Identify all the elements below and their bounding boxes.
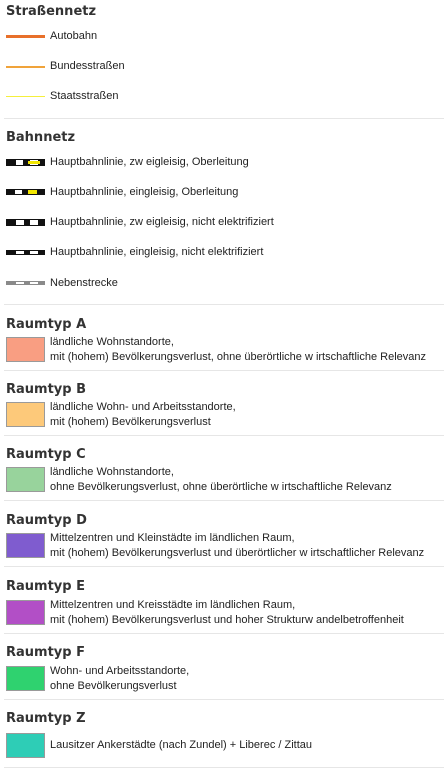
space-type-c-description — [50, 465, 392, 495]
section-divider — [4, 118, 444, 119]
motorway-label: Autobahn — [50, 30, 98, 42]
motorway-line-symbol — [6, 35, 45, 38]
space-type-b-description — [50, 400, 236, 430]
state-road-label: Staatsstraßen — [50, 90, 119, 102]
space-type-z-description — [50, 738, 312, 753]
space-type-e-swatch — [6, 600, 45, 625]
space-type-f-swatch — [6, 666, 45, 691]
space-type-a-description — [50, 335, 426, 365]
rail-network-heading: Bahnnetz — [6, 130, 76, 145]
space-type-f-line2: ohne Bevölkerungsverlust — [50, 680, 177, 692]
space-type-d-line1: Mittelzentren und Kleinstädte im ländlichen Raum, — [50, 532, 295, 544]
section-divider — [4, 566, 444, 567]
road-network-heading: Straßennetz — [6, 4, 97, 19]
section-divider — [4, 699, 444, 700]
rail-branch-line-symbol — [6, 281, 45, 285]
space-type-b-heading: Raumtyp B — [6, 382, 87, 397]
space-type-a-heading: Raumtyp A — [6, 317, 87, 332]
space-type-c-line1: ländliche Wohnstandorte, — [50, 466, 174, 478]
space-type-f-description — [50, 664, 189, 694]
section-divider — [4, 304, 444, 305]
space-type-z-line1: Lausitzer Ankerstädte (nach Zundel) + Liberec / Zittau — [50, 739, 313, 751]
space-type-e-line1: Mittelzentren und Kreisstädte im ländlichen Raum, — [50, 599, 296, 611]
rail-single-non-electrified-label: Hauptbahnlinie, eingleisig, nicht elektrifiziert — [50, 246, 264, 258]
rail-double-electrified-symbol — [6, 159, 45, 166]
section-divider — [4, 500, 444, 501]
space-type-c-heading: Raumtyp C — [6, 447, 86, 462]
section-divider — [4, 370, 444, 371]
federal-road-line-symbol — [6, 66, 45, 68]
space-type-d-description — [50, 531, 424, 561]
space-type-e-description — [50, 598, 404, 628]
rail-single-electrified-label: Hauptbahnlinie, eingleisig, Oberleitung — [50, 186, 239, 198]
space-type-z-swatch — [6, 733, 45, 758]
space-type-d-heading: Raumtyp D — [6, 513, 87, 528]
space-type-a-line2: mit (hohem) Bevölkerungsverlust, ohne überörtliche w irtschaftliche Relevanz — [50, 351, 427, 363]
section-divider — [4, 767, 444, 768]
space-type-d-line2: mit (hohem) Bevölkerungsverlust und überörtlicher w irtschaftlicher Relevanz — [50, 547, 425, 559]
space-type-b-swatch — [6, 402, 45, 427]
space-type-b-line1: ländliche Wohn- und Arbeitsstandorte, — [50, 401, 236, 413]
rail-branch-line-label: Nebenstrecke — [50, 277, 118, 289]
rail-double-non-electrified-label: Hauptbahnlinie, zw eigleisig, nicht elektrifiziert — [50, 216, 274, 228]
space-type-z-heading: Raumtyp Z — [6, 711, 86, 726]
rail-single-non-electrified-symbol — [6, 250, 45, 255]
space-type-f-line1: Wohn- und Arbeitsstandorte, — [50, 665, 190, 677]
space-type-b-line2: mit (hohem) Bevölkerungsverlust — [50, 416, 211, 428]
space-type-c-swatch — [6, 467, 45, 492]
space-type-f-heading: Raumtyp F — [6, 645, 85, 660]
space-type-a-line1: ländliche Wohnstandorte, — [50, 336, 174, 348]
space-type-c-line2: ohne Bevölkerungsverlust, ohne überörtliche w irtschaftliche Relevanz — [50, 481, 392, 493]
rail-double-electrified-label: Hauptbahnlinie, zw eigleisig, Oberleitung — [50, 156, 249, 168]
state-road-line-symbol — [6, 96, 45, 97]
space-type-a-swatch — [6, 337, 45, 362]
space-type-d-swatch — [6, 533, 45, 558]
rail-double-non-electrified-symbol — [6, 219, 45, 226]
section-divider — [4, 435, 444, 436]
federal-road-label: Bundesstraßen — [50, 60, 125, 72]
section-divider — [4, 633, 444, 634]
space-type-e-heading: Raumtyp E — [6, 579, 85, 594]
space-type-e-line2: mit (hohem) Bevölkerungsverlust und hoher Strukturw andelbetroffenheit — [50, 614, 404, 626]
rail-single-electrified-symbol — [6, 189, 45, 195]
